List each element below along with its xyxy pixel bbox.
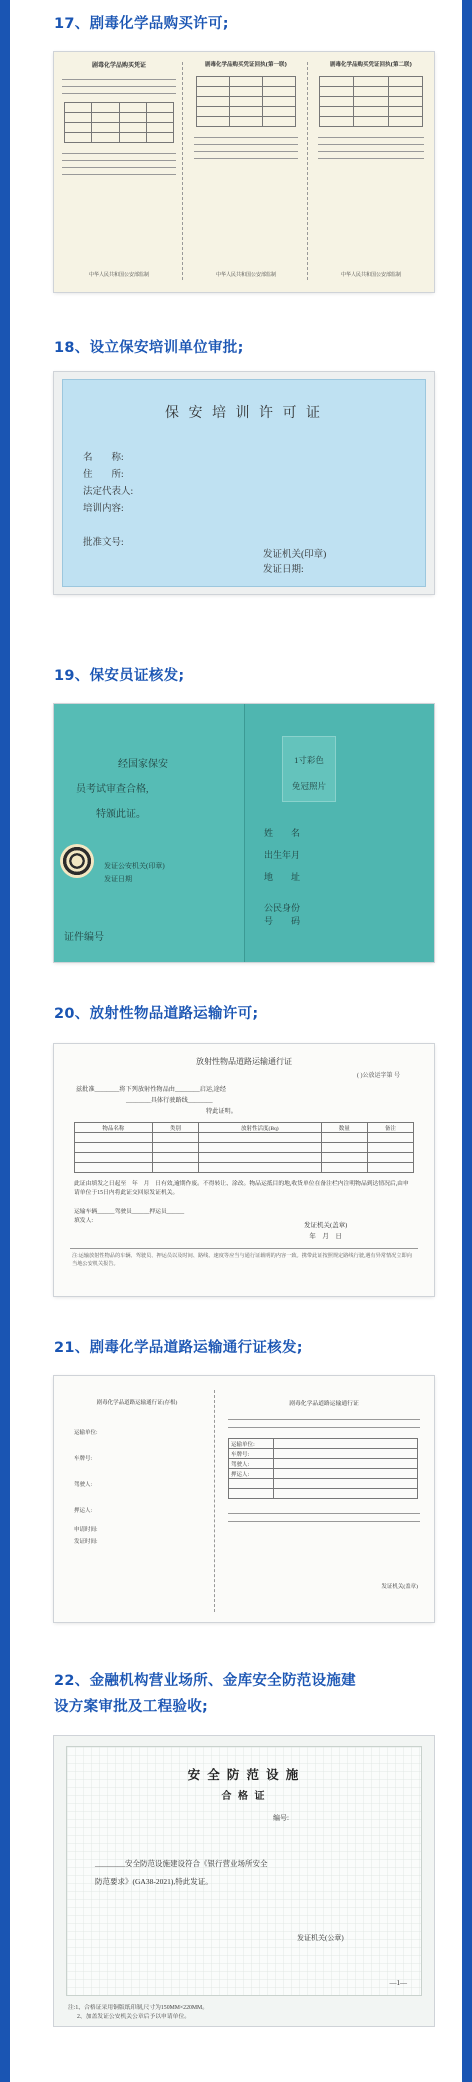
certificate-heading: 保 安 培 训 许 可 证 (165, 406, 323, 421)
note-1: 注:1、合格证采用铜版纸印制,尺寸为150MM×220MM。 (68, 2005, 208, 2011)
permit-heading: 放射性物品道路运输通行证 (196, 1057, 292, 1066)
hologram-seal-icon (60, 844, 94, 878)
issue-date-label: 发证日期 (104, 875, 132, 883)
field-approval-no: 批准文号: (83, 538, 124, 548)
pass-heading: 剧毒化学品道路运输通行证 (289, 1401, 359, 1407)
voucher-table (64, 102, 174, 143)
certificate-text (76, 752, 168, 827)
certificate-number-label: 编号: (273, 1814, 289, 1822)
cert-number-label: 证件编号 (64, 932, 104, 943)
certificate-issuer-block (263, 548, 326, 578)
col-goods-name: 物品名称 (75, 1123, 153, 1133)
section-title-17: 17、剧毒化学品购买许可; (54, 16, 229, 32)
section-title-20: 20、放射性物品道路运输许可; (54, 1006, 259, 1022)
photo-line-1: 1寸彩色 (294, 755, 324, 765)
voucher-panel-receipt-1 (190, 60, 302, 282)
holder-fields (264, 822, 300, 928)
cert-line-1: 经国家保安 (118, 759, 168, 770)
doc-radioactive-transport-permit (54, 1044, 434, 1296)
col-category: 类别 (152, 1123, 198, 1133)
voucher-table (196, 76, 296, 127)
field-address: 地 址 (264, 872, 301, 882)
stub-field-unit: 运输单位: (74, 1430, 98, 1436)
field-name: 名 称: (83, 453, 124, 463)
permit-body-line-2: ________具体行驶路线________ (126, 1097, 213, 1104)
issuer-label: 发证机关(盖章) (304, 1222, 348, 1229)
voucher-panel-footer: 中华人民共和国公安部监制 (215, 272, 276, 278)
divider (70, 1248, 418, 1249)
field-address: 住 所: (83, 470, 124, 480)
voucher-panel-receipt-2 (314, 60, 428, 282)
section-title-19: 19、保安员证核发; (54, 668, 185, 684)
content-panel (10, 0, 462, 2082)
col-activity: 放射性活度(Bq) (198, 1123, 321, 1133)
voucher-table (319, 76, 423, 127)
carrier-line: 运输车辆______驾驶员______押运员______ (74, 1209, 185, 1215)
perforation-line (214, 1390, 215, 1612)
stub-fields (74, 1420, 212, 1548)
section-title-21: 21、剧毒化学品道路运输通行证核发; (54, 1340, 303, 1356)
permit-validity-note: 此证由填发之日起至 年 月 日有效,逾期作废。不得转让、涂改。物品运抵目的地,收货单位在备注栏内注明物品到达情况后,由申请单位于15日内将此证交回原发证机关。 (74, 1181, 409, 1196)
photo-line-2: 免冠照片 (291, 781, 326, 791)
voucher-panel-footer: 中华人民共和国公安部监制 (340, 272, 401, 278)
stamp-block (104, 860, 165, 886)
certificate-body-line-2: 防范要求》(GA38-2021),特此发证。 (95, 1877, 213, 1886)
section-title-22 (54, 1668, 356, 1720)
doc-security-training-license (54, 372, 434, 594)
permit-footnote: 注:运输放射性物品的车辆、驾驶员、押运员以及时间、路线、速度等应当与通行证载明的内容一致。携带此证按照规定路线行驶,遇有异常情况立即向当地公安机关报告。 (72, 1253, 412, 1267)
voucher-panel-main (60, 60, 178, 282)
photo-placeholder (283, 747, 335, 799)
field-training-content: 培训内容: (83, 504, 124, 514)
voucher-panel-heading: 剧毒化学品购买凭证回执(第一联) (204, 62, 288, 68)
doc-poison-purchase-voucher (54, 52, 434, 292)
permit-body-line-1: 兹批准________将下列放射性物品由________启运,途经 (76, 1086, 227, 1093)
permit-body-line-3: 特此证明。 (206, 1108, 237, 1115)
permit-carrier-block (74, 1208, 184, 1226)
perforation-line (182, 62, 183, 280)
doc-security-facility-certificate (54, 1736, 434, 2026)
stub-field-escort: 押运人: (74, 1508, 93, 1514)
voucher-panel-heading: 剧毒化学品购买凭证回执(第二联) (329, 62, 413, 68)
certificate-body (66, 1746, 422, 1996)
pass-table (228, 1438, 418, 1499)
stub-field-plate: 车牌号: (74, 1456, 93, 1462)
stub-field-issue-time: 发证时间: (74, 1539, 98, 1545)
pass-stub (62, 1386, 212, 1612)
pass-field-unit: 运输单位: (229, 1439, 274, 1449)
issue-date-label: 年 月 日 (309, 1233, 342, 1240)
issue-date-label: 发证日期: (263, 565, 304, 575)
certificate-issuer: 发证机关(公章) (297, 1934, 344, 1942)
permit-number: ( )公放运字第 号 (357, 1073, 400, 1079)
perforation-line (307, 62, 308, 280)
permit-goods-table (74, 1122, 414, 1173)
pass-field-driver: 驾驶人: (229, 1459, 274, 1469)
certificate-body-line-1: ________安全防范设施建设符合《银行营业场所安全 (95, 1859, 268, 1868)
col-quantity: 数量 (321, 1123, 367, 1133)
cert-line-3: 特颁此证。 (96, 809, 146, 820)
section-title-22-line-2: 设方案审批及工程验收; (54, 1699, 209, 1715)
book-spine (244, 704, 245, 962)
pass-field-plate: 车牌号: (229, 1449, 274, 1459)
stub-heading: 剧毒化学品道路运输通行证(存根) (96, 1400, 178, 1406)
page-number: —1— (389, 1979, 407, 1987)
field-name: 姓 名 (264, 828, 301, 838)
certificate-notes (68, 2004, 208, 2022)
pass-field-escort: 押运人: (229, 1469, 274, 1479)
doc-poison-road-transport-pass (54, 1376, 434, 1622)
field-id-number-l2: 号 码 (264, 916, 301, 926)
cert-line-2: 员考试审查合格, (76, 784, 149, 795)
stub-field-driver: 驾驶人: (74, 1482, 93, 1488)
photo-box (282, 736, 336, 802)
certificate-body (62, 379, 426, 587)
col-remarks: 备注 (367, 1123, 413, 1133)
certificate-heading: 安 全 防 范 设 施 (187, 1768, 301, 1782)
voucher-panel-footer: 中华人民共和国公安部监制 (88, 272, 149, 278)
certificate-fields (83, 450, 133, 552)
field-birth: 出生年月 (264, 850, 301, 860)
field-legal-rep: 法定代表人: (83, 487, 134, 497)
permit-issuer-block (304, 1220, 347, 1242)
note-2: 2、加盖发证公安机关公章后予以申请单位。 (77, 2014, 191, 2020)
doc-security-guard-certificate (54, 704, 434, 962)
certificate-left-page (54, 704, 244, 962)
issuer-label: 发证机关(印章) (263, 550, 327, 560)
certificate-body-text (95, 1855, 395, 1891)
section-title-18: 18、设立保安培训单位审批; (54, 340, 244, 356)
voucher-panel-heading: 剧毒化学品购买凭证 (91, 62, 146, 69)
filler-line: 填发人: (74, 1218, 94, 1224)
stamp-label: 发证公安机关(印章) (104, 862, 165, 870)
field-id-number-l1: 公民身份 (264, 903, 301, 913)
certificate-subheading: 合 格 证 (221, 1791, 267, 1802)
stub-field-apply-time: 申请时间: (74, 1527, 98, 1533)
pass-issuer: 发证机关(盖章) (381, 1584, 418, 1590)
pass-main (222, 1386, 426, 1612)
section-title-22-line-1: 22、金融机构营业场所、金库安全防范设施建 (54, 1673, 356, 1689)
permit-body (76, 1084, 412, 1117)
